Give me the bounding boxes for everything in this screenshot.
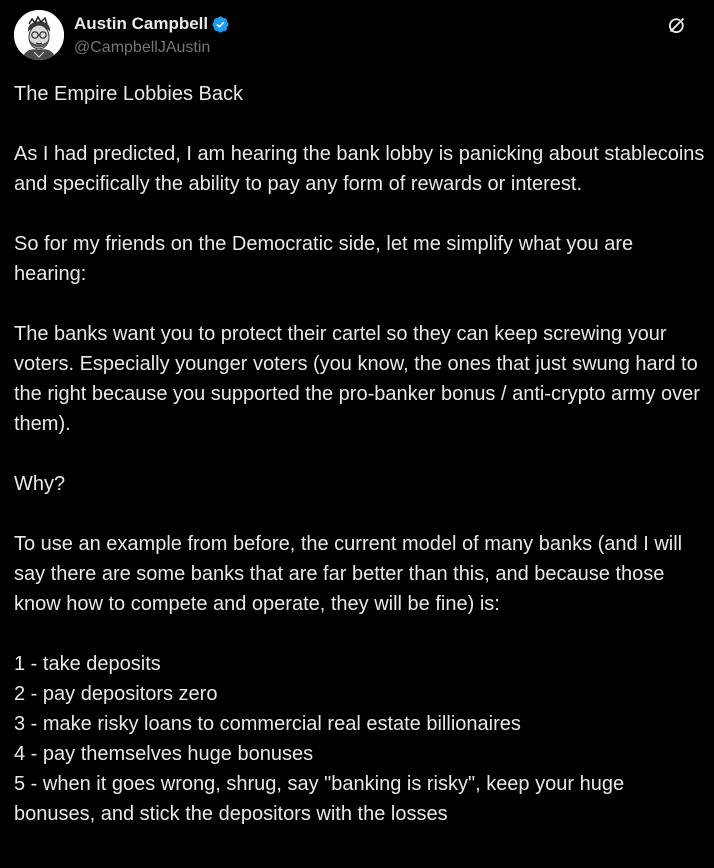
- post-paragraph: As I had predicted, I am hearing the bank lobby is panicking about stablecoins and specifically the ability to pay any form of rewards or interest.: [14, 143, 705, 195]
- avatar[interactable]: [14, 10, 64, 60]
- author-display-name[interactable]: Austin Campbell: [74, 14, 209, 33]
- post-paragraph: The banks want you to protect their cartel so they can keep screwing your voters. Especially younger voters (you know, the ones that just swung hard to the right because you supported the pro-banker bonus / anti-crypto army over them).: [14, 323, 700, 435]
- post-header: [14, 10, 702, 62]
- list-item: 2 - pay depositors zero: [14, 683, 218, 705]
- list-item: 3 - make risky loans to commercial real estate billionaires: [14, 713, 521, 735]
- post-text: [14, 79, 706, 829]
- post-paragraph: So for my friends on the Democratic side, let me simplify what you are hearing:: [14, 233, 634, 285]
- post-paragraph: To use an example from before, the current model of many banks (and I will say there are some banks that are far better than this, and because those know how to compete and operate, they will be fine) is:: [14, 533, 683, 615]
- cartoon-portrait-avatar-icon: [14, 10, 64, 60]
- grok-icon[interactable]: [666, 14, 688, 36]
- steps-list: [14, 649, 706, 829]
- verified-badge-icon[interactable]: [211, 15, 230, 34]
- display-name-row: [74, 12, 230, 36]
- list-item: 5 - when it goes wrong, shrug, say "banking is risky", keep your huge bonuses, and stick the depositors with the losses: [14, 773, 625, 825]
- post-paragraph: The Empire Lobbies Back: [14, 83, 244, 105]
- list-item: 1 - take deposits: [14, 653, 161, 675]
- post-paragraph: Why?: [14, 473, 66, 495]
- author-names: [74, 12, 230, 59]
- list-item: 4 - pay themselves huge bonuses: [14, 743, 314, 765]
- author-handle[interactable]: @CampbellJAustin: [74, 39, 211, 56]
